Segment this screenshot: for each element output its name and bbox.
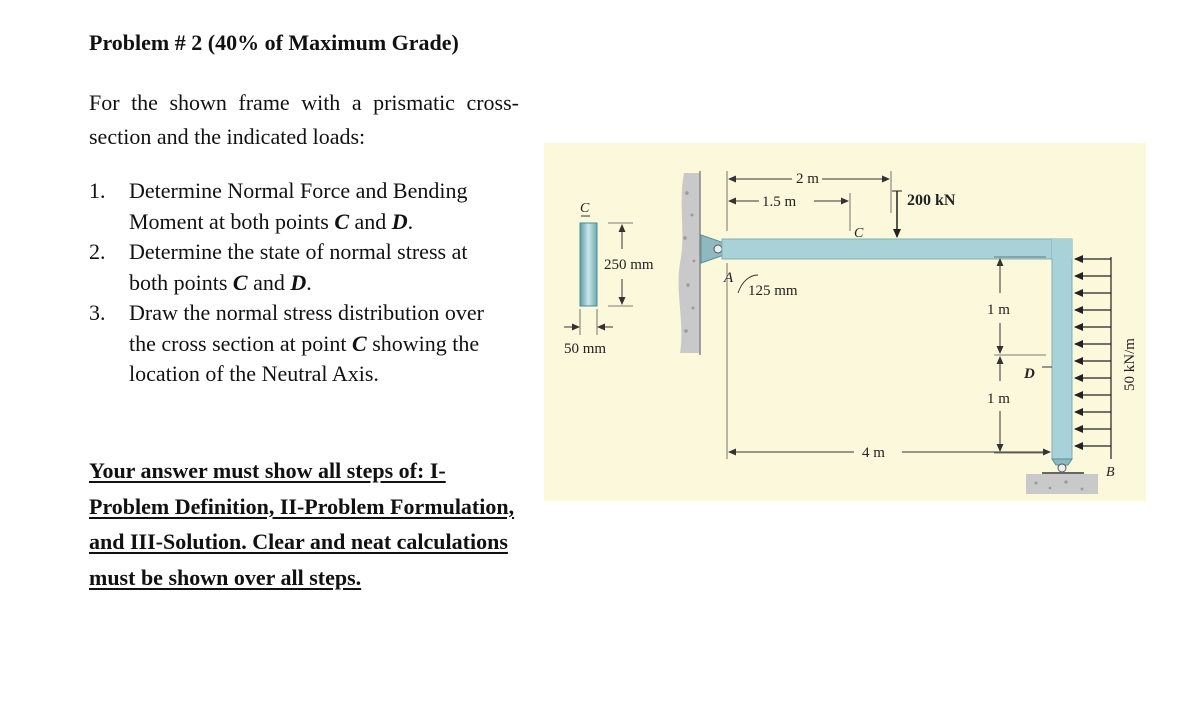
horizontal-beam: [722, 239, 1052, 259]
section-width-label: 50 mm: [564, 341, 607, 357]
task-number: 1.: [89, 178, 106, 203]
task-text: Determine the state of normal stress at both points: [129, 239, 468, 295]
task-text: .: [407, 208, 414, 234]
task-text: and: [349, 208, 392, 234]
task-point-d: D: [391, 208, 408, 234]
point-load-label: 200 kN: [907, 192, 956, 209]
task-number: 3.: [89, 300, 106, 325]
dim-2m-label: 2 m: [796, 171, 819, 187]
dim-4m-label: 4 m: [862, 445, 885, 461]
task-list: [89, 176, 509, 390]
point-d-label: D: [1024, 366, 1035, 382]
task-text: Draw the normal stress distribution over the cross section at point: [129, 300, 484, 356]
task-point-d: D: [290, 269, 307, 295]
task-text: Determine Normal Force and Bending Moment at both points: [129, 178, 468, 234]
task-item: [89, 298, 509, 390]
section-rectangle: [580, 223, 597, 306]
task-text: .: [306, 269, 312, 295]
section-depth-label: 250 mm: [604, 257, 654, 273]
task-point-c: C: [352, 330, 367, 356]
task-point-c: C: [334, 208, 350, 234]
vertical-column: [1052, 239, 1072, 459]
support-b-label: B: [1106, 465, 1115, 480]
task-text: showing the location of the Neutral Axis.: [129, 330, 480, 386]
dim-1-5m-label: 1.5 m: [762, 194, 797, 210]
wall-support: [679, 171, 700, 355]
task-point-c: C: [232, 269, 248, 295]
point-c-label: C: [854, 226, 864, 241]
support-a-label: A: [724, 270, 734, 286]
frame-figure: [544, 143, 1146, 501]
dim-upper-1m-label: 1 m: [987, 302, 1010, 318]
problem-intro: For the shown frame with a prismatic cross-section and the indicated loads:: [89, 90, 519, 149]
grading-note: Your answer must show all steps of: I-Problem Definition, II-Problem Formulation, and III-Solution. Clear and neat calculations must be shown over all steps.: [89, 458, 515, 590]
task-item: [89, 176, 509, 237]
task-number: 2.: [89, 239, 106, 264]
section-point-label: C: [580, 201, 590, 216]
task-text: and: [247, 269, 291, 295]
eccentricity-label: 125 mm: [748, 283, 798, 299]
distributed-load-label: 50 kN/m: [1122, 338, 1138, 391]
task-item: [89, 237, 509, 298]
problem-title: Problem # 2 (40% of Maximum Grade): [89, 30, 459, 55]
dim-lower-1m-label: 1 m: [987, 391, 1010, 407]
